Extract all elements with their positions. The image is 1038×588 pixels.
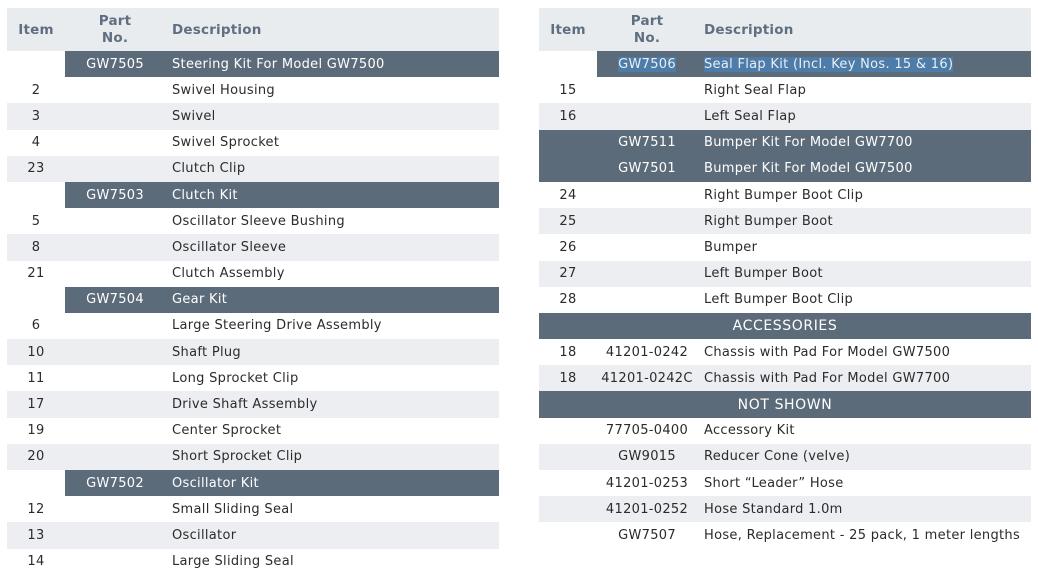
kit-row — [539, 51, 1031, 77]
description-cell-text: Long Sprocket Clip — [172, 370, 299, 386]
item-cell — [7, 208, 65, 234]
part-no-cell — [65, 51, 165, 77]
part-no-cell — [65, 339, 165, 365]
part-no-cell-text: GW9015 — [618, 449, 676, 465]
description-cell-text: Center Sprocket — [172, 423, 282, 439]
part-no-cell — [65, 549, 165, 575]
part-no-cell — [65, 77, 165, 103]
item-cell-text: 15 — [559, 82, 577, 98]
item-cell-text: 6 — [31, 318, 41, 334]
item-cell — [7, 182, 65, 208]
part-no-column-header — [65, 8, 165, 51]
part-header-line2: No. — [101, 29, 129, 46]
table-row — [539, 418, 1031, 444]
description-cell — [165, 182, 499, 208]
item-cell — [7, 130, 65, 156]
description-cell — [165, 365, 499, 391]
part-no-cell-text: 41201-0252 — [605, 501, 689, 517]
item-cell — [7, 391, 65, 417]
table-header — [539, 8, 1031, 51]
description-cell — [165, 103, 499, 129]
description-cell — [697, 77, 1031, 103]
item-cell — [7, 287, 65, 313]
item-cell — [7, 496, 65, 522]
description-cell-text: Chassis with Pad For Model GW7500 — [704, 344, 951, 360]
part-header-line1: Part — [630, 12, 664, 29]
part-no-cell-text: GW7504 — [86, 292, 144, 308]
description-cell — [165, 261, 499, 287]
item-cell-text: 8 — [31, 239, 41, 255]
part-no-cell — [65, 130, 165, 156]
description-cell-text: Drive Shaft Assembly — [172, 397, 318, 413]
description-cell-text: Accessory Kit — [704, 423, 795, 439]
table-row — [7, 418, 499, 444]
part-no-cell-text: GW7505 — [86, 56, 144, 72]
description-cell — [697, 339, 1031, 365]
description-cell — [697, 261, 1031, 287]
item-cell — [7, 339, 65, 365]
description-cell — [697, 51, 1031, 77]
item-cell — [539, 365, 597, 391]
description-cell — [165, 444, 499, 470]
part-no-cell — [597, 261, 697, 287]
item-cell — [7, 522, 65, 548]
item-cell-text: 27 — [559, 266, 577, 282]
part-no-cell — [65, 287, 165, 313]
description-cell-text: Hose Standard 1.0m — [704, 501, 843, 517]
description-cell — [165, 156, 499, 182]
part-no-cell — [597, 51, 697, 77]
description-cell — [697, 496, 1031, 522]
table-row — [539, 496, 1031, 522]
description-cell — [165, 496, 499, 522]
table-row — [7, 77, 499, 103]
part-no-cell — [597, 470, 697, 496]
part-no-cell — [65, 365, 165, 391]
item-cell — [539, 234, 597, 260]
part-no-cell-text: 41201-0242 — [605, 344, 689, 360]
section-header-row — [539, 391, 1031, 417]
item-cell — [7, 234, 65, 260]
part-no-cell — [597, 103, 697, 129]
item-cell-text: 13 — [27, 527, 45, 543]
part-no-cell-text: 77705-0400 — [605, 423, 689, 439]
item-cell-text: 28 — [559, 292, 577, 308]
part-no-cell — [65, 418, 165, 444]
item-cell-text: 26 — [559, 239, 577, 255]
table-row — [7, 156, 499, 182]
description-cell-text: Clutch Assembly — [172, 266, 285, 282]
description-cell — [697, 234, 1031, 260]
table-row — [539, 339, 1031, 365]
part-no-cell — [65, 522, 165, 548]
item-cell-text: 11 — [27, 370, 45, 386]
description-cell — [697, 103, 1031, 129]
item-cell — [7, 103, 65, 129]
item-cell — [539, 418, 597, 444]
table-row — [7, 261, 499, 287]
part-no-cell-text: GW7502 — [86, 475, 144, 491]
description-column-header: Description — [172, 21, 262, 38]
item-column-header: Item — [550, 21, 586, 38]
left-parts-table — [7, 8, 499, 575]
table-row — [7, 208, 499, 234]
description-cell-text: Left Seal Flap — [704, 108, 797, 124]
item-cell-text: 21 — [27, 266, 45, 282]
item-cell — [539, 208, 597, 234]
description-cell — [165, 339, 499, 365]
table-row — [7, 549, 499, 575]
description-cell — [165, 234, 499, 260]
table-header — [7, 8, 499, 51]
item-cell-text: 17 — [27, 397, 45, 413]
description-cell — [165, 287, 499, 313]
description-cell — [697, 522, 1031, 548]
table-row — [539, 522, 1031, 548]
table-row — [7, 103, 499, 129]
part-no-cell — [65, 470, 165, 496]
part-no-cell-text: GW7501 — [618, 161, 676, 177]
table-row — [7, 234, 499, 260]
item-cell-text: 4 — [31, 135, 41, 151]
table-row — [539, 287, 1031, 313]
kit-row — [539, 156, 1031, 182]
part-no-cell-text: GW7503 — [86, 187, 144, 203]
item-cell-text: 14 — [27, 554, 45, 570]
description-cell — [165, 391, 499, 417]
description-cell-text: Right Bumper Boot — [704, 213, 833, 229]
part-no-cell — [597, 444, 697, 470]
item-cell-text: 2 — [31, 82, 41, 98]
item-cell — [539, 261, 597, 287]
description-cell — [165, 51, 499, 77]
part-no-cell — [65, 208, 165, 234]
part-no-column-header — [597, 8, 697, 51]
item-cell-text: 19 — [27, 423, 45, 439]
item-cell — [7, 444, 65, 470]
description-cell-text: Gear Kit — [172, 292, 228, 308]
item-cell-text: 12 — [27, 501, 45, 517]
section-label: ACCESSORIES — [732, 317, 838, 334]
part-no-cell — [597, 77, 697, 103]
description-cell — [165, 77, 499, 103]
description-cell-text: Clutch Kit — [172, 187, 238, 203]
description-cell-text: Bumper Kit For Model GW7500 — [704, 161, 913, 177]
description-cell-text: Seal Flap Kit (Incl. Key Nos. 15 & 16) — [704, 56, 954, 72]
description-cell-text: Swivel — [172, 108, 216, 124]
table-row — [7, 522, 499, 548]
description-cell — [697, 365, 1031, 391]
item-cell — [7, 51, 65, 77]
description-cell-text: Large Steering Drive Assembly — [172, 318, 382, 334]
description-cell — [697, 287, 1031, 313]
part-no-cell — [65, 156, 165, 182]
item-cell — [539, 130, 597, 156]
table-row — [7, 365, 499, 391]
part-no-cell-text: 41201-0242C — [601, 370, 693, 386]
description-cell — [697, 444, 1031, 470]
item-cell — [539, 77, 597, 103]
description-cell-text: Short “Leader” Hose — [704, 475, 844, 491]
part-no-cell-text: GW7506 — [618, 56, 676, 72]
description-cell-text: Bumper — [704, 239, 758, 255]
part-no-cell — [65, 496, 165, 522]
item-cell-text: 5 — [31, 213, 41, 229]
table-row — [539, 77, 1031, 103]
part-no-cell-text: 41201-0253 — [605, 475, 689, 491]
description-cell-text: Oscillator — [172, 527, 237, 543]
item-cell-text: 20 — [27, 449, 45, 465]
description-cell-text: Left Bumper Boot Clip — [704, 292, 854, 308]
description-cell-text: Swivel Sprocket — [172, 135, 280, 151]
table-row — [539, 182, 1031, 208]
item-cell — [7, 365, 65, 391]
item-cell-text: 18 — [559, 344, 577, 360]
description-cell — [697, 418, 1031, 444]
kit-row — [7, 470, 499, 496]
table-row — [539, 365, 1031, 391]
part-no-cell-text: GW7507 — [618, 527, 676, 543]
item-cell — [7, 156, 65, 182]
part-no-cell — [597, 130, 697, 156]
part-no-cell-text: GW7511 — [618, 135, 676, 151]
item-cell-text: 10 — [27, 344, 45, 360]
description-cell-text: Left Bumper Boot — [704, 266, 823, 282]
item-cell-text: 25 — [559, 213, 577, 229]
item-cell — [7, 77, 65, 103]
section-header-row — [539, 313, 1031, 339]
description-cell-text: Bumper Kit For Model GW7700 — [704, 135, 913, 151]
part-no-cell — [597, 522, 697, 548]
description-cell-text: Clutch Clip — [172, 161, 246, 177]
description-cell-text: Chassis with Pad For Model GW7700 — [704, 370, 951, 386]
table-row — [539, 261, 1031, 287]
table-row — [539, 208, 1031, 234]
description-cell-text: Steering Kit For Model GW7500 — [172, 56, 385, 72]
table-row — [539, 103, 1031, 129]
table-row — [7, 496, 499, 522]
item-cell-text: 3 — [31, 108, 41, 124]
table-row — [7, 444, 499, 470]
table-row — [539, 444, 1031, 470]
description-cell — [697, 470, 1031, 496]
description-cell — [165, 549, 499, 575]
item-cell-text: 24 — [559, 187, 577, 203]
table-row — [539, 234, 1031, 260]
item-cell — [7, 549, 65, 575]
description-cell — [697, 130, 1031, 156]
item-cell — [7, 313, 65, 339]
description-cell — [697, 208, 1031, 234]
part-no-cell — [65, 261, 165, 287]
table-row — [539, 470, 1031, 496]
item-cell — [539, 287, 597, 313]
item-cell — [539, 470, 597, 496]
kit-row — [7, 287, 499, 313]
item-cell-text: 18 — [559, 370, 577, 386]
part-no-cell — [597, 182, 697, 208]
description-cell — [697, 182, 1031, 208]
part-no-cell — [65, 444, 165, 470]
part-no-cell — [597, 496, 697, 522]
description-cell-text: Right Bumper Boot Clip — [704, 187, 864, 203]
part-header-line1: Part — [98, 12, 132, 29]
description-cell-text: Swivel Housing — [172, 82, 275, 98]
item-cell-text: 23 — [27, 161, 45, 177]
item-column-header: Item — [18, 21, 54, 38]
part-no-cell — [597, 418, 697, 444]
description-cell-text: Short Sprocket Clip — [172, 449, 303, 465]
part-no-cell — [65, 103, 165, 129]
item-cell — [539, 339, 597, 365]
part-no-cell — [65, 234, 165, 260]
description-cell — [697, 156, 1031, 182]
part-no-cell — [597, 208, 697, 234]
table-row — [7, 339, 499, 365]
item-cell — [7, 418, 65, 444]
section-label: NOT SHOWN — [737, 396, 833, 413]
description-cell-text: Small Sliding Seal — [172, 501, 294, 517]
part-no-cell — [597, 339, 697, 365]
part-no-cell — [597, 156, 697, 182]
description-cell — [165, 313, 499, 339]
part-no-cell — [597, 365, 697, 391]
description-column-header: Description — [704, 21, 794, 38]
description-cell-text: Shaft Plug — [172, 344, 241, 360]
description-cell — [165, 130, 499, 156]
table-row — [7, 313, 499, 339]
part-no-cell — [65, 313, 165, 339]
kit-row — [7, 51, 499, 77]
part-no-cell — [597, 234, 697, 260]
item-cell — [7, 261, 65, 287]
description-cell — [165, 522, 499, 548]
table-row — [7, 130, 499, 156]
description-cell — [165, 470, 499, 496]
part-no-cell — [597, 287, 697, 313]
item-cell-text: 16 — [559, 108, 577, 124]
part-header-line2: No. — [633, 29, 661, 46]
part-no-cell — [65, 391, 165, 417]
item-cell — [539, 103, 597, 129]
description-cell-text: Oscillator Kit — [172, 475, 259, 491]
description-cell-text: Oscillator Sleeve — [172, 239, 287, 255]
right-parts-table — [539, 8, 1031, 549]
item-cell — [539, 182, 597, 208]
description-cell-text: Oscillator Sleeve Bushing — [172, 213, 345, 229]
description-cell-text: Reducer Cone (velve) — [704, 449, 851, 465]
description-cell-text: Large Sliding Seal — [172, 554, 294, 570]
item-cell — [539, 522, 597, 548]
table-row — [7, 391, 499, 417]
description-cell-text: Right Seal Flap — [704, 82, 807, 98]
item-cell — [539, 444, 597, 470]
kit-row — [539, 130, 1031, 156]
item-cell — [7, 470, 65, 496]
description-cell-text: Hose, Replacement - 25 pack, 1 meter lengths — [704, 527, 1021, 543]
description-cell — [165, 418, 499, 444]
kit-row — [7, 182, 499, 208]
item-cell — [539, 496, 597, 522]
part-no-cell — [65, 182, 165, 208]
description-cell — [165, 208, 499, 234]
item-cell — [539, 51, 597, 77]
item-cell — [539, 156, 597, 182]
